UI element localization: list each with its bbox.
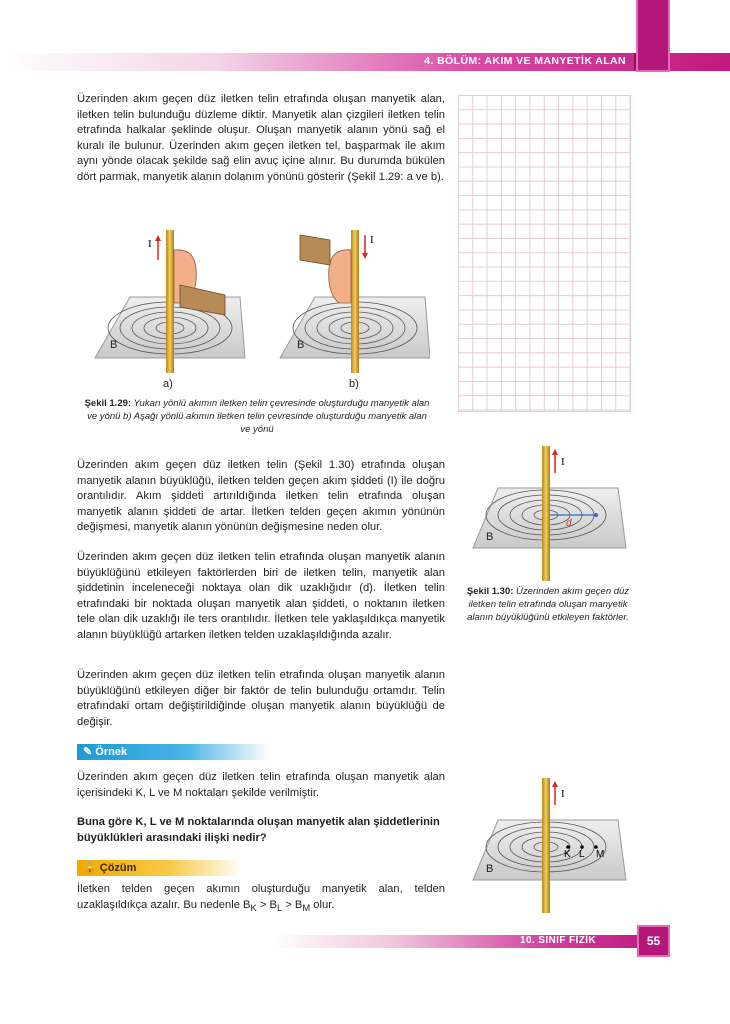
solution-text-main: İletken telden geçen akımın oluşturduğu manyetik alan, telden uzaklaşıldıkça azalır. Bu nedenle B <box>77 883 445 911</box>
subscript-m: M <box>302 902 311 913</box>
field-label-b: B <box>297 339 305 351</box>
header-corner-tab <box>636 0 670 72</box>
field-label-a: B <box>110 339 118 351</box>
distance-label: d <box>566 518 572 529</box>
paragraph-intro: Üzerinden akım geçen düz iletken telin etrafında oluşan manyetik alan, iletken telin bulunduğu düzleme diktir. Manyetik alan çizgileri iletken telin etrafında halkalar şeklinde oluşur. Oluşan manyetik alanın yönü sağ el kuralı ile bulunur. Üzerinden akım geçen iletken tel, başparmak ile akım aynı yönde olacak şekilde sağ elin avuç içine alınır. Bu durumda bükülen dört parmak, manyetik alanın dolanım yönünü gösterir (Şekil 1.29: a ve b). <box>77 93 445 183</box>
book-title: 10. SINIF FİZİK <box>520 935 597 946</box>
example-question: Buna göre K, L ve M noktalarında oluşan manyetik alan şiddetlerinin büyüklükleri arasındaki ilişki nedir? <box>77 816 440 844</box>
unlock-icon: 🔓 <box>83 862 100 874</box>
page-number: 55 <box>637 925 670 957</box>
field-label-130: B <box>486 531 494 543</box>
figure-129-label-a: a) <box>163 378 173 390</box>
figure-129-caption <box>82 397 432 436</box>
paragraph-example: Üzerinden akım geçen düz iletken telin etrafında oluşan manyetik alan içerisindeki K, L ve M noktaları şekilde verilmiştir. <box>77 771 445 799</box>
chapter-title: 4. BÖLÜM: AKIM VE MANYETİK ALAN <box>424 55 626 67</box>
figure-129-caption-label: Şekil 1.29: <box>84 398 132 409</box>
rod-a <box>166 230 174 373</box>
example-tag <box>77 744 271 760</box>
figure-129-label-b: b) <box>349 378 359 390</box>
figure-130-caption-label: Şekil 1.30: <box>466 586 514 597</box>
solution-text-end: olur. <box>310 898 335 911</box>
figure-129-caption-text: Yukarı yönlü akımın iletken telin çevresinde oluşturduğu manyetik alan ve yönü b) Aşağı yönlü akımın iletken telin çevresinde oluşturduğu manyetik alan ve yönü <box>87 398 430 435</box>
figure-129-illustration <box>90 225 430 375</box>
subscript-k: K <box>250 902 257 913</box>
example-tag-label: Örnek <box>95 746 128 758</box>
figure-130-illustration <box>468 443 628 583</box>
paragraph-distance: Üzerinden akım geçen düz iletken telin etrafında oluşan manyetik alanın büyüklüğünü etkileyen faktörlerden biri de iletken telin, manyetik alan şiddetinin inceleneceği noktaya olan dik uzaklığıdır (d). İletken telin etrafındaki bir noktada oluşan manyetik alan şiddeti, o noktanın iletken tele olan dik uzaklığı ile ters orantılıdır. İletken tele yaklaşıldıkça manyetik alanın büyüklüğü artarken iletken telden uzaklaşıldığında azalır. <box>77 551 445 641</box>
rod-b <box>351 230 359 373</box>
solution-text <box>77 882 445 916</box>
current-label-130: I <box>561 456 565 468</box>
point-l: L <box>579 849 585 860</box>
solution-tag <box>77 860 243 876</box>
current-label-a: I <box>148 238 152 250</box>
paragraph-medium: Üzerinden akım geçen düz iletken telin etrafında oluşan manyetik alanın büyüklüğünü etkileyen diğer bir faktör de telin bulunduğu ortamdır. Telin etrafındaki ortam değiştirildiğinde oluşan manyetik alanın büyüklüğü de değişir. <box>77 669 445 728</box>
solution-gt-2: > B <box>282 898 303 911</box>
notes-grid <box>458 95 631 412</box>
solution-gt-1: > B <box>256 898 277 911</box>
current-label-b: I <box>370 234 374 246</box>
current-label-131: I <box>561 788 565 800</box>
point-m: M <box>596 849 605 860</box>
figure-131-illustration <box>468 775 628 915</box>
rod-130 <box>542 446 550 581</box>
figure-130-caption-text: Üzerinden akım geçen düz iletken telin etrafında oluşan manyetik alanın büyüklüğünü etkileyen faktörler. <box>467 586 630 623</box>
subscript-l: L <box>276 902 283 913</box>
point-k: K <box>564 849 571 860</box>
field-label-131: B <box>486 863 494 875</box>
figure-130-caption <box>462 585 634 624</box>
paragraph-magnitude: Üzerinden akım geçen düz iletken telin (Şekil 1.30) etrafında oluşan manyetik alanın büyüklüğü, iletken telden geçen akım şiddeti (I) ile doğru orantılıdır. Akım şiddeti artırıldığında iletken telin etrafında oluşan manyetik alanın şiddeti de artar. İletken telden geçen akımın yönünün değişmesi, manyetik alanın yönünün değişmesine neden olur. <box>77 459 445 534</box>
footer-bar <box>270 935 670 948</box>
edit-icon: ✎ <box>83 746 96 758</box>
hand-b <box>329 250 351 303</box>
rod-131 <box>542 778 550 913</box>
solution-tag-label: Çözüm <box>99 862 137 874</box>
